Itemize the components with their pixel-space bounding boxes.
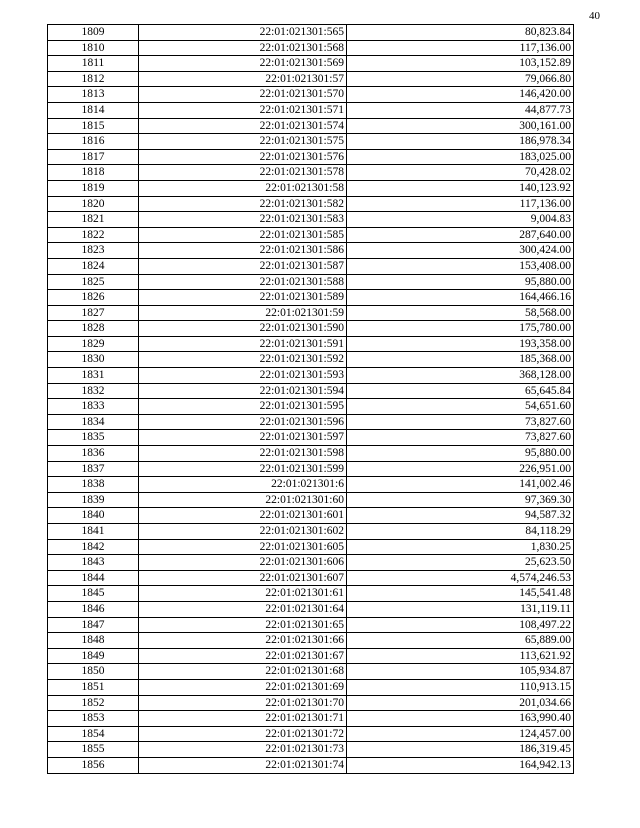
row-number-cell: 1834 [48, 414, 139, 430]
cadastral-number-cell: 22:01:021301:60 [139, 492, 347, 508]
value-cell: 65,645.84 [347, 383, 574, 399]
table-row [48, 321, 574, 337]
value-cell: 193,358.00 [347, 336, 574, 352]
row-number-cell: 1818 [48, 165, 139, 181]
table-row [48, 555, 574, 571]
table-row [48, 586, 574, 602]
row-number-cell: 1825 [48, 274, 139, 290]
value-cell: 73,827.60 [347, 414, 574, 430]
cadastral-number-cell: 22:01:021301:597 [139, 430, 347, 446]
value-cell: 97,369.30 [347, 492, 574, 508]
value-cell: 131,119.11 [347, 601, 574, 617]
row-number-cell: 1826 [48, 290, 139, 306]
row-number-cell: 1830 [48, 352, 139, 368]
cadastral-number-cell: 22:01:021301:582 [139, 196, 347, 212]
value-cell: 108,497.22 [347, 617, 574, 633]
table-row [48, 383, 574, 399]
cadastral-value-table [47, 24, 574, 774]
row-number-cell: 1833 [48, 399, 139, 415]
table-row [48, 352, 574, 368]
cadastral-number-cell: 22:01:021301:69 [139, 679, 347, 695]
cadastral-number-cell: 22:01:021301:6 [139, 477, 347, 493]
value-cell: 185,368.00 [347, 352, 574, 368]
table-row [48, 430, 574, 446]
row-number-cell: 1829 [48, 336, 139, 352]
table-row [48, 742, 574, 758]
cadastral-number-cell: 22:01:021301:596 [139, 414, 347, 430]
cadastral-number-cell: 22:01:021301:57 [139, 71, 347, 87]
value-cell: 105,934.87 [347, 664, 574, 680]
row-number-cell: 1820 [48, 196, 139, 212]
value-cell: 110,913.15 [347, 679, 574, 695]
cadastral-number-cell: 22:01:021301:61 [139, 586, 347, 602]
cadastral-number-cell: 22:01:021301:565 [139, 25, 347, 41]
table-row [48, 71, 574, 87]
row-number-cell: 1856 [48, 757, 139, 773]
value-cell: 163,990.40 [347, 711, 574, 727]
table-row [48, 258, 574, 274]
value-cell: 153,408.00 [347, 258, 574, 274]
value-cell: 58,568.00 [347, 305, 574, 321]
cadastral-number-cell: 22:01:021301:594 [139, 383, 347, 399]
table-row [48, 305, 574, 321]
value-cell: 201,034.66 [347, 695, 574, 711]
table-body [48, 25, 574, 774]
row-number-cell: 1840 [48, 508, 139, 524]
value-cell: 1,830.25 [347, 539, 574, 555]
row-number-cell: 1850 [48, 664, 139, 680]
cadastral-number-cell: 22:01:021301:570 [139, 87, 347, 103]
table-row [48, 399, 574, 415]
cadastral-number-cell: 22:01:021301:574 [139, 118, 347, 134]
cadastral-number-cell: 22:01:021301:571 [139, 102, 347, 118]
value-cell: 117,136.00 [347, 40, 574, 56]
row-number-cell: 1824 [48, 258, 139, 274]
value-cell: 70,428.02 [347, 165, 574, 181]
row-number-cell: 1819 [48, 180, 139, 196]
row-number-cell: 1814 [48, 102, 139, 118]
value-cell: 124,457.00 [347, 726, 574, 742]
row-number-cell: 1839 [48, 492, 139, 508]
table-row [48, 446, 574, 462]
cadastral-number-cell: 22:01:021301:585 [139, 227, 347, 243]
cadastral-number-cell: 22:01:021301:568 [139, 40, 347, 56]
table-row [48, 508, 574, 524]
value-cell: 175,780.00 [347, 321, 574, 337]
table-row [48, 227, 574, 243]
table-row [48, 87, 574, 103]
cadastral-number-cell: 22:01:021301:586 [139, 243, 347, 259]
row-number-cell: 1836 [48, 446, 139, 462]
row-number-cell: 1817 [48, 149, 139, 165]
value-cell: 113,621.92 [347, 648, 574, 664]
row-number-cell: 1831 [48, 368, 139, 384]
value-cell: 25,623.50 [347, 555, 574, 571]
value-cell: 140,123.92 [347, 180, 574, 196]
row-number-cell: 1815 [48, 118, 139, 134]
cadastral-number-cell: 22:01:021301:70 [139, 695, 347, 711]
value-cell: 164,942.13 [347, 757, 574, 773]
cadastral-number-cell: 22:01:021301:587 [139, 258, 347, 274]
cadastral-number-cell: 22:01:021301:607 [139, 570, 347, 586]
value-cell: 103,152.89 [347, 56, 574, 72]
table-row [48, 539, 574, 555]
value-cell: 145,541.48 [347, 586, 574, 602]
row-number-cell: 1823 [48, 243, 139, 259]
value-cell: 80,823.84 [347, 25, 574, 41]
cadastral-number-cell: 22:01:021301:592 [139, 352, 347, 368]
cadastral-number-cell: 22:01:021301:601 [139, 508, 347, 524]
table-row [48, 601, 574, 617]
cadastral-number-cell: 22:01:021301:583 [139, 212, 347, 228]
cadastral-number-cell: 22:01:021301:593 [139, 368, 347, 384]
row-number-cell: 1835 [48, 430, 139, 446]
row-number-cell: 1812 [48, 71, 139, 87]
value-cell: 368,128.00 [347, 368, 574, 384]
value-cell: 226,951.00 [347, 461, 574, 477]
row-number-cell: 1853 [48, 711, 139, 727]
table-row [48, 492, 574, 508]
row-number-cell: 1847 [48, 617, 139, 633]
value-cell: 94,587.32 [347, 508, 574, 524]
cadastral-number-cell: 22:01:021301:606 [139, 555, 347, 571]
cadastral-number-cell: 22:01:021301:569 [139, 56, 347, 72]
cadastral-number-cell: 22:01:021301:74 [139, 757, 347, 773]
page-number: 40 [589, 10, 600, 22]
table-row [48, 180, 574, 196]
cadastral-number-cell: 22:01:021301:588 [139, 274, 347, 290]
value-cell: 164,466.16 [347, 290, 574, 306]
row-number-cell: 1845 [48, 586, 139, 602]
cadastral-number-cell: 22:01:021301:605 [139, 539, 347, 555]
row-number-cell: 1809 [48, 25, 139, 41]
value-cell: 44,877.73 [347, 102, 574, 118]
value-cell: 9,004.83 [347, 212, 574, 228]
table-row [48, 617, 574, 633]
value-cell: 79,066.80 [347, 71, 574, 87]
value-cell: 73,827.60 [347, 430, 574, 446]
row-number-cell: 1852 [48, 695, 139, 711]
table-row [48, 40, 574, 56]
row-number-cell: 1810 [48, 40, 139, 56]
row-number-cell: 1854 [48, 726, 139, 742]
cadastral-number-cell: 22:01:021301:58 [139, 180, 347, 196]
cadastral-number-cell: 22:01:021301:602 [139, 524, 347, 540]
table-row [48, 336, 574, 352]
value-cell: 287,640.00 [347, 227, 574, 243]
table-row [48, 524, 574, 540]
value-cell: 183,025.00 [347, 149, 574, 165]
cadastral-number-cell: 22:01:021301:578 [139, 165, 347, 181]
row-number-cell: 1851 [48, 679, 139, 695]
row-number-cell: 1838 [48, 477, 139, 493]
cadastral-number-cell: 22:01:021301:589 [139, 290, 347, 306]
row-number-cell: 1846 [48, 601, 139, 617]
row-number-cell: 1827 [48, 305, 139, 321]
row-number-cell: 1837 [48, 461, 139, 477]
table-row [48, 695, 574, 711]
row-number-cell: 1832 [48, 383, 139, 399]
value-cell: 146,420.00 [347, 87, 574, 103]
table-row [48, 414, 574, 430]
cadastral-number-cell: 22:01:021301:59 [139, 305, 347, 321]
row-number-cell: 1848 [48, 633, 139, 649]
table-row [48, 243, 574, 259]
table-row [48, 477, 574, 493]
table-row [48, 102, 574, 118]
table-row [48, 726, 574, 742]
value-cell: 95,880.00 [347, 446, 574, 462]
cadastral-number-cell: 22:01:021301:66 [139, 633, 347, 649]
row-number-cell: 1855 [48, 742, 139, 758]
cadastral-number-cell: 22:01:021301:598 [139, 446, 347, 462]
cadastral-number-cell: 22:01:021301:72 [139, 726, 347, 742]
table-row [48, 679, 574, 695]
row-number-cell: 1828 [48, 321, 139, 337]
value-cell: 65,889.00 [347, 633, 574, 649]
value-cell: 141,002.46 [347, 477, 574, 493]
table-row [48, 274, 574, 290]
value-cell: 84,118.29 [347, 524, 574, 540]
cadastral-number-cell: 22:01:021301:68 [139, 664, 347, 680]
row-number-cell: 1813 [48, 87, 139, 103]
table-row [48, 664, 574, 680]
cadastral-number-cell: 22:01:021301:73 [139, 742, 347, 758]
value-cell: 95,880.00 [347, 274, 574, 290]
table-row [48, 711, 574, 727]
table-row [48, 165, 574, 181]
table-row [48, 570, 574, 586]
value-cell: 300,161.00 [347, 118, 574, 134]
row-number-cell: 1821 [48, 212, 139, 228]
cadastral-number-cell: 22:01:021301:590 [139, 321, 347, 337]
table-row [48, 461, 574, 477]
cadastral-number-cell: 22:01:021301:65 [139, 617, 347, 633]
row-number-cell: 1849 [48, 648, 139, 664]
table-row [48, 648, 574, 664]
cadastral-number-cell: 22:01:021301:67 [139, 648, 347, 664]
cadastral-number-cell: 22:01:021301:591 [139, 336, 347, 352]
cadastral-number-cell: 22:01:021301:575 [139, 134, 347, 150]
row-number-cell: 1822 [48, 227, 139, 243]
table-row [48, 633, 574, 649]
value-cell: 186,319.45 [347, 742, 574, 758]
table-row [48, 290, 574, 306]
cadastral-number-cell: 22:01:021301:64 [139, 601, 347, 617]
row-number-cell: 1816 [48, 134, 139, 150]
cadastral-number-cell: 22:01:021301:595 [139, 399, 347, 415]
cadastral-number-cell: 22:01:021301:599 [139, 461, 347, 477]
value-cell: 117,136.00 [347, 196, 574, 212]
row-number-cell: 1841 [48, 524, 139, 540]
table-row [48, 757, 574, 773]
table-row [48, 196, 574, 212]
table-row [48, 118, 574, 134]
row-number-cell: 1844 [48, 570, 139, 586]
value-cell: 54,651.60 [347, 399, 574, 415]
value-cell: 4,574,246.53 [347, 570, 574, 586]
cadastral-number-cell: 22:01:021301:71 [139, 711, 347, 727]
table-row [48, 25, 574, 41]
table-row [48, 134, 574, 150]
table-row [48, 149, 574, 165]
cadastral-number-cell: 22:01:021301:576 [139, 149, 347, 165]
value-cell: 186,978.34 [347, 134, 574, 150]
row-number-cell: 1811 [48, 56, 139, 72]
row-number-cell: 1842 [48, 539, 139, 555]
row-number-cell: 1843 [48, 555, 139, 571]
table-row [48, 368, 574, 384]
value-cell: 300,424.00 [347, 243, 574, 259]
table-row [48, 56, 574, 72]
table-row [48, 212, 574, 228]
